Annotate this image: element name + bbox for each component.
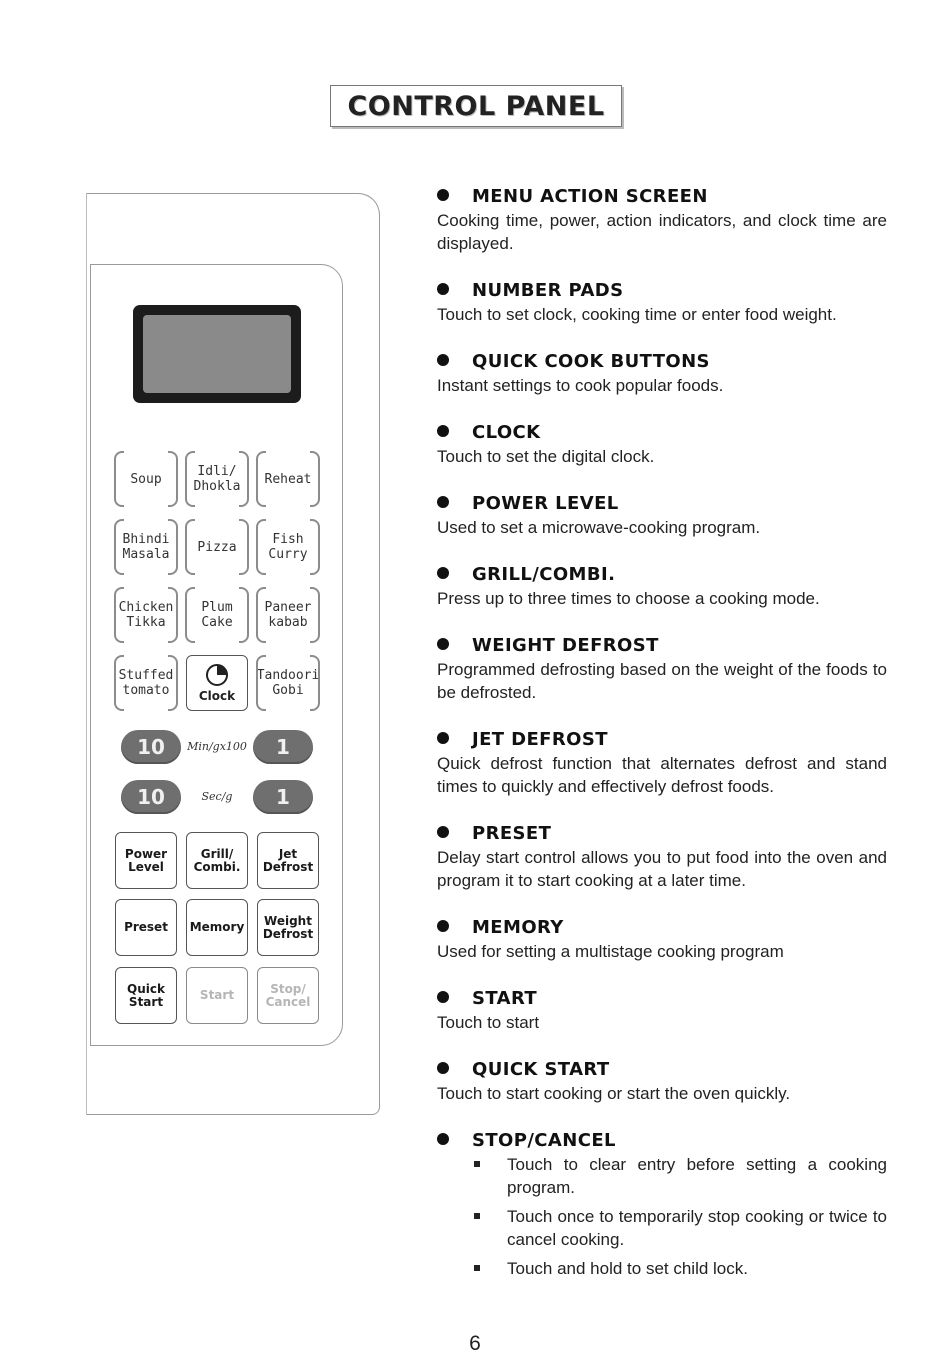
quick-start-button[interactable]: [115, 967, 177, 1024]
bullet-icon: [437, 1133, 449, 1145]
item-text: Instant settings to cook popular foods.: [437, 376, 724, 395]
bullet-icon: [437, 425, 449, 437]
item-heading: CLOCK: [472, 422, 541, 443]
item-heading: MENU ACTION SCREEN: [472, 186, 708, 207]
item-heading: JET DEFROST: [472, 729, 608, 750]
item-heading: STOP/CANCEL: [472, 1130, 616, 1151]
item-text: Press up to three times to choose a cooking mode.: [437, 589, 820, 608]
sub-item: Touch to clear entry before setting a cooking program.: [437, 1153, 887, 1199]
clock-button[interactable]: [186, 655, 248, 711]
memory-button[interactable]: [186, 899, 248, 956]
quick-cook-button-stuffed-tomato[interactable]: [114, 655, 178, 711]
item-text: Cooking time, power, action indicators, and clock time are displayed.: [437, 211, 887, 253]
quick-cook-button-tandoori-gobi[interactable]: [256, 655, 320, 711]
quick-cook-button-reheat[interactable]: [256, 451, 320, 507]
item-heading: GRILL/COMBI.: [472, 564, 616, 585]
item-heading: MEMORY: [472, 917, 564, 938]
menu-action-screen: [133, 305, 301, 403]
item-text: Used for setting a multistage cooking program: [437, 942, 784, 961]
square-bullet-icon: [474, 1265, 480, 1271]
button-label: Plum Cake: [201, 600, 233, 630]
button-label: Memory: [189, 920, 245, 934]
item-heading: START: [472, 988, 538, 1009]
button-label: Tandoori Gobi: [256, 668, 320, 698]
item-text: Touch to set clock, cooking time or enter food weight.: [437, 305, 837, 324]
page-title: CONTROL PANEL: [347, 90, 605, 122]
preset-button[interactable]: [115, 899, 177, 956]
control-descriptions: [437, 185, 887, 1286]
button-label: Start: [199, 988, 235, 1002]
quick-cook-button-pizza[interactable]: [185, 519, 249, 575]
quick-cook-button-paneer-kabab[interactable]: [256, 587, 320, 643]
item-heading: QUICK COOK BUTTONS: [472, 351, 710, 372]
description-item: [437, 634, 887, 704]
item-heading: QUICK START: [472, 1059, 610, 1080]
description-item: [437, 728, 887, 798]
button-label: Preset: [124, 920, 168, 934]
description-item: [437, 421, 887, 468]
bullet-icon: [437, 567, 449, 579]
quick-cook-button-chicken-tikka[interactable]: [114, 587, 178, 643]
button-label: Paneer kabab: [264, 600, 312, 630]
description-item: [437, 916, 887, 963]
jet-defrost-button[interactable]: [257, 832, 319, 889]
stop-cancel-button[interactable]: [257, 967, 319, 1024]
quick-cook-button-plum-cake[interactable]: [185, 587, 249, 643]
item-heading: POWER LEVEL: [472, 493, 619, 514]
number-pad-10-min[interactable]: 10: [121, 730, 181, 764]
number-pad-label-sec: Sec/g: [201, 790, 233, 803]
item-heading: PRESET: [472, 823, 552, 844]
description-item: [437, 822, 887, 892]
bullet-icon: [437, 826, 449, 838]
item-heading: WEIGHT DEFROST: [472, 635, 659, 656]
number-pad-1-sec[interactable]: 1: [253, 780, 313, 814]
button-label: Soup: [130, 471, 162, 487]
quick-cook-button-idli-dhokla[interactable]: [185, 451, 249, 507]
description-item: [437, 1129, 887, 1280]
bullet-icon: [437, 354, 449, 366]
bullet-icon: [437, 991, 449, 1003]
bullet-icon: [437, 496, 449, 508]
number-pad-1-min[interactable]: 1: [253, 730, 313, 764]
description-item: [437, 350, 887, 397]
button-label: Reheat: [264, 471, 312, 487]
sub-item: Touch once to temporarily stop cooking or twice to cancel cooking.: [437, 1205, 887, 1251]
sub-item: Touch and hold to set child lock.: [437, 1257, 887, 1280]
page-number: 6: [469, 1332, 481, 1355]
description-item: [437, 185, 887, 255]
page-title-box: [330, 85, 622, 127]
bullet-icon: [437, 920, 449, 932]
button-label: Idli/ Dhokla: [193, 464, 241, 494]
description-item: [437, 563, 887, 610]
button-label: Weight Defrost: [262, 913, 314, 941]
bullet-icon: [437, 732, 449, 744]
button-label: Quick Start: [127, 981, 165, 1009]
display-glass: [143, 315, 291, 393]
description-item: [437, 987, 887, 1034]
square-bullet-icon: [474, 1161, 480, 1167]
item-text: Quick defrost function that alternates defrost and stand times to quickly and effectively defrost foods.: [437, 754, 887, 796]
description-item: [437, 1058, 887, 1105]
description-item: [437, 279, 887, 326]
number-pad-label-min: Min/gx100: [187, 740, 247, 753]
quick-cook-button-fish-curry[interactable]: [256, 519, 320, 575]
clock-icon: [205, 663, 229, 687]
item-text: Touch to set the digital clock.: [437, 447, 655, 466]
item-text: Touch to start: [437, 1013, 540, 1032]
square-bullet-icon: [474, 1213, 480, 1219]
button-label: Jet Defrost: [262, 846, 314, 874]
button-label: Chicken Tikka: [118, 600, 174, 630]
clock-button-label: Clock: [198, 689, 236, 703]
button-label: Grill/ Combi.: [193, 846, 241, 874]
button-label: Pizza: [197, 539, 237, 555]
button-label: Power Level: [124, 846, 168, 874]
item-heading: NUMBER PADS: [472, 280, 624, 301]
bullet-icon: [437, 1062, 449, 1074]
description-item: [437, 492, 887, 539]
weight-defrost-button[interactable]: [257, 899, 319, 956]
button-label: Bhindi Masala: [122, 532, 170, 562]
start-button[interactable]: [186, 967, 248, 1024]
number-pad-10-sec[interactable]: 10: [121, 780, 181, 814]
grill-combi-button[interactable]: [186, 832, 248, 889]
item-text: Delay start control allows you to put food into the oven and program it to start cooking at a later time.: [437, 848, 887, 890]
bullet-icon: [437, 638, 449, 650]
bullet-icon: [437, 283, 449, 295]
bullet-icon: [437, 189, 449, 201]
item-text: Touch to start cooking or start the oven quickly.: [437, 1084, 791, 1103]
item-text: Programmed defrosting based on the weight of the foods to be defrosted.: [437, 660, 887, 702]
power-level-button[interactable]: [115, 832, 177, 889]
button-label: Stuffed tomato: [118, 668, 174, 698]
item-text: Used to set a microwave-cooking program.: [437, 518, 761, 537]
quick-cook-button-bhindi-masala[interactable]: [114, 519, 178, 575]
button-label: Fish Curry: [268, 532, 308, 562]
quick-cook-button-soup[interactable]: [114, 451, 178, 507]
button-label: Stop/ Cancel: [265, 981, 311, 1009]
